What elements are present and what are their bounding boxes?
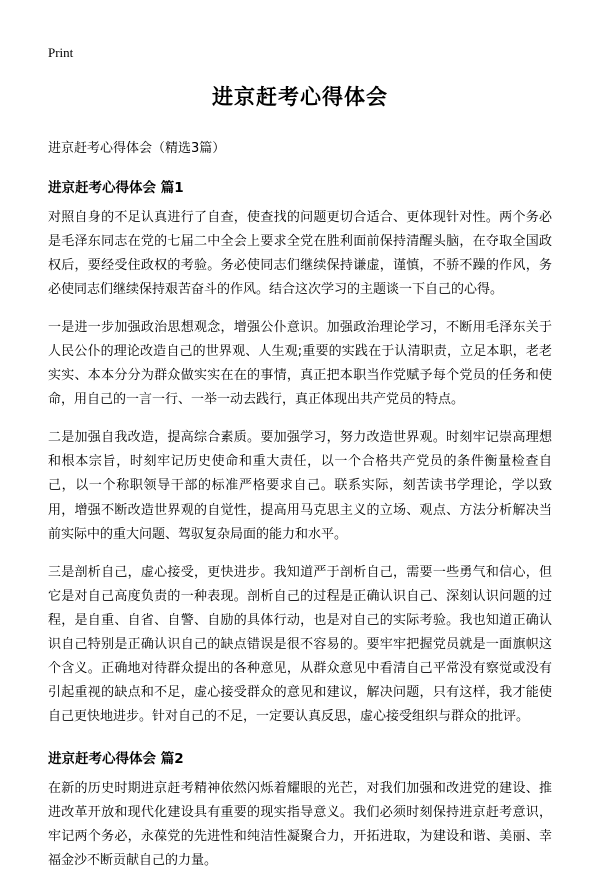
paragraph: 对照自身的不足认真进行了自查，使查找的问题更切合适合、更体现针对性。两个务必是毛泽东同志在党的七届二中全会上要求全党在胜利面前保持清醒头脑，在夺取全国政权后，要经受住政权的考验。务必使同志们继续保持谦虚，谨慎，不骄不躁的作风，务必使同志们继续保持艰苦奋斗的作风。结合这次学习的主题谈一下自己的心得。 xyxy=(48,210,552,298)
paragraph: 一是进一步加强政治思想观念，增强公仆意识。加强政治理论学习，不断用毛泽东关于人民公仆的理论改造自己的世界观、人生观;重要的实践在于认清职责，立足本职，老老实实、本本分分为群众做实实在在的事情，真正把本职当作党赋予每个党员的任务和使命，用自己的一言一行、一举一动去践行，真正体现出共产党员的特点。 xyxy=(48,320,552,408)
paragraph: 三是剖析自己，虚心接受，更快进步。我知道严于剖析自己，需要一些勇气和信心，但它是对自己高度负责的一种表现。剖析自己的过程是正确认识自己、深刻认识问题的过程，是自重、自省、自警、自励的具体行动，也是对自己的实际考验。我也知道正确认识自己特别是正确认识自己的缺点错误是很不容易的。要牢牢把握党员就是一面旗帜这个含义。正确地对待群众提出的各种意见，从群众意见中看清自己平常没有察觉或没有引起重视的缺点和不足，虚心接受群众的意见和建议，解决问题，只有这样，我才能使自己更快地进步。针对自己的不足，一定要认真反思，虚心接受组织与群众的批评。 xyxy=(48,564,552,724)
section-heading-1: 进京赶考心得体会 篇1 xyxy=(48,180,184,196)
paragraph: 在新的历史时期进京赶考精神依然闪烁着耀眼的光芒，对我们加强和改进党的建设、推进改革开放和现代化建设具有重要的现实指导意义。我们必须时刻保持进京赶考意识，牢记两个务必，永葆党的先进性和纯洁性凝聚合力，开拓进取，为建设和谐、美丽、幸福金沙不断贡献自己的力量。 xyxy=(48,780,552,869)
section-heading-2: 进京赶考心得体会 篇2 xyxy=(48,750,184,767)
print-button[interactable]: Print xyxy=(48,45,74,60)
document-subtitle: 进京赶考心得体会（精选3篇） xyxy=(48,141,226,156)
page-title: 进京赶考心得体会 xyxy=(212,85,388,109)
paragraph: 二是加强自我改造，提高综合素质。要加强学习，努力改造世界观。时刻牢记崇高理想和根本宗旨，时刻牢记历史使命和重大责任，以一个合格共产党员的条件衡量检查自己，以一个称职领导干部的标准严格要求自己。联系实际，刻苦读书学理论，学以致用，增强不断改造世界观的自觉性，提高用马克思主义的立场、观点、方法分析解决当前实际中的重大问题、驾驭复杂局面的能力和水平。 xyxy=(48,430,552,542)
